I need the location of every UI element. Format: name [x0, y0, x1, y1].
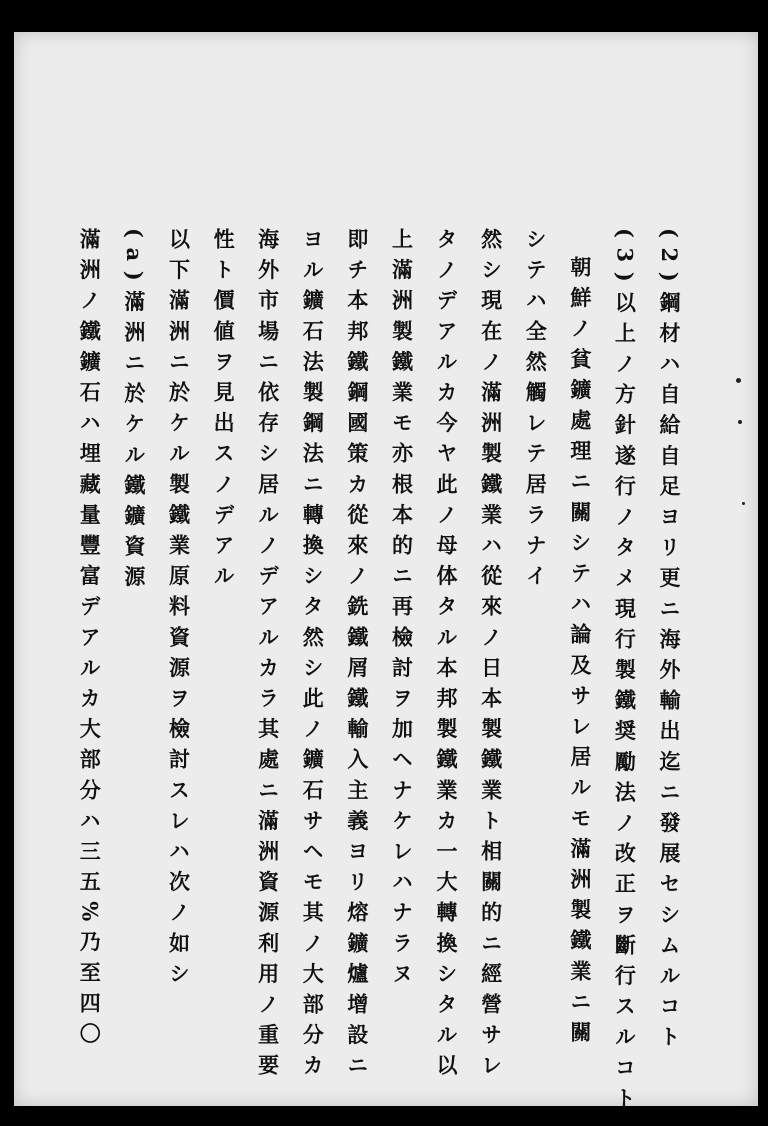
ink-speck — [736, 378, 741, 383]
ink-speck — [742, 502, 745, 505]
text-line-6: タノデアルカ今ヤ此ノ母体タル本邦製鐵業カ一大轉換シタル以 — [434, 228, 460, 1085]
document-page — [14, 32, 758, 1118]
ink-speck — [738, 420, 742, 424]
vertical-text-block — [77, 228, 682, 1118]
text-line-4: シテハ全然觸レテ居ラナイ — [523, 228, 549, 596]
text-line-13: (a)滿洲ニ於ケル鐵鑛資源 — [121, 228, 147, 597]
text-line-11: 性ト價値ヲ見出スノデアル — [211, 228, 237, 596]
text-line-3: 朝鮮ノ貧鑛處理ニ關シテハ論及サレ居ルモ滿洲製鐵業ニ關 — [567, 256, 593, 1052]
text-line-9: ヨル鑛石法製鋼法ニ轉換シタ然シ此ノ鑛石サヘモ其ノ大部分カ — [300, 228, 326, 1085]
text-line-2: (3)以上ノ方針遂行ノタメ現行製鐵奨勵法ノ改正ヲ斷行スルコト — [612, 228, 638, 1118]
text-line-8: 即チ本邦鐵鋼國策カ從來ノ銑鐵屑鐵輸入主義ヨリ熔鑛爐增設ニ — [344, 228, 370, 1085]
text-line-7: 上滿洲製鐵業モ亦根本的ニ再檢討ヲ加ヘナケレハナラヌ — [389, 228, 415, 993]
text-line-10: 海外市場ニ依存シ居ルノデアルカラ其處ニ滿洲資源利用ノ重要 — [255, 228, 281, 1085]
text-line-1: (2)鋼材ハ自給自足ヨリ更ニ海外輸出迄ニ發展セシムルコト — [657, 228, 682, 1057]
text-line-12: 以下滿洲ニ於ケル製鐵業原料資源ヲ檢討スレハ次ノ如シ — [166, 228, 192, 993]
text-line-5: 然シ現在ノ滿洲製鐵業ハ從來ノ日本製鐵業ト相關的ニ經營サレ — [478, 228, 504, 1085]
text-line-14: 滿洲ノ鐵鑛石ハ埋藏量豐富デアルカ大部分ハ三五%乃至四〇 — [77, 228, 103, 1054]
